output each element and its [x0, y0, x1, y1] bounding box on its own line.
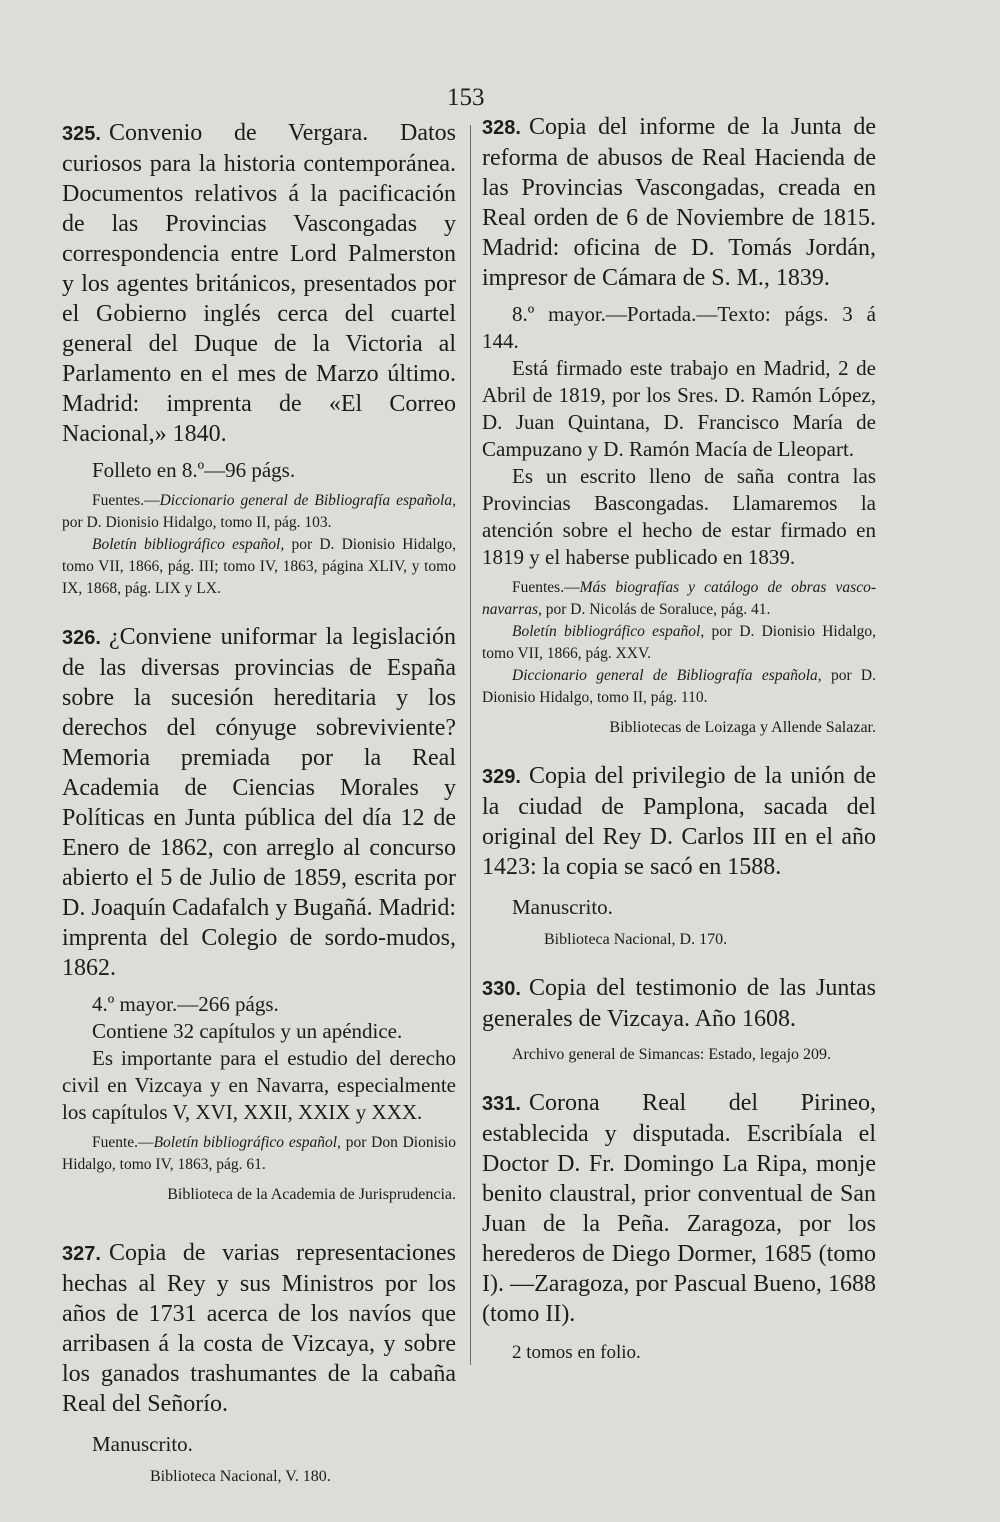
entry-title: Corona Real del Pirineo, establecida y disputada. Escribíala el Doctor D. Fr. Domingo La Ripa, monje benito claustral, prior conventual de San Juan de la Peña. Zaragoza, por los herederos de Diego Dormer, 1685 (tomo I). —Zaragoza, por Pascual Bueno, 1688 (tomo II).	[482, 1090, 876, 1327]
entry-number: 331.	[482, 1093, 521, 1115]
source-detail: por D. Dionisio Hidalgo, tomo II, pág. 110.	[482, 667, 877, 706]
source-title: Más biografías y catálogo de obras vasco-navarras,	[482, 579, 876, 618]
source-detail: por D. Dionisio Hidalgo, tomo II, pág. 103.	[62, 514, 332, 531]
entry-331	[482, 1088, 876, 1366]
entry-description: Está firmado este trabajo en Madrid, 2 de Abril de 1819, por los Sres. D. Ramón López, D. Juan Quintana, D. Francisco María de Campuzano y D. Ramón Macía de Lleopart.	[482, 356, 876, 461]
entry-sources	[62, 534, 456, 600]
entry-329	[482, 761, 876, 951]
entry-325	[62, 118, 456, 600]
source-title: Boletín bibliográfico español,	[153, 1134, 341, 1151]
entry-number: 327.	[62, 1243, 101, 1265]
entry-sources	[482, 577, 876, 621]
source-title: Diccionario general de Bibliografía española,	[512, 667, 822, 684]
entry-description: Es un escrito lleno de saña contra las Provincias Bascongadas. Llamaremos la atención sobre el hecho de estar firmado en 1819 y el haberse publicado en 1839.	[482, 464, 876, 569]
sources-label: Fuentes.—	[512, 579, 580, 596]
source-title: Boletín bibliográfico español,	[512, 623, 705, 640]
source-detail: por Don Dionisio Hidalgo, tomo IV, 1863, pág. 61.	[62, 1134, 456, 1173]
entry-sources	[62, 1132, 456, 1176]
entry-description: Folleto en 8.º—96 págs.	[92, 458, 296, 482]
sources-label: Fuentes.—	[92, 492, 160, 509]
entry-title: Copia del testimonio de las Juntas generales de Vizcaya. Año 1608.	[482, 975, 876, 1032]
entry-description: 4.º mayor.—266 págs.	[92, 992, 279, 1016]
entry-description: 8.º mayor.—Portada.—Texto: págs. 3 á 144.	[482, 302, 876, 353]
entry-title: Convenio de Vergara. Datos curiosos para la historia contemporánea. Documentos relativos á la pacificación de las Provincias Vascongadas y correspondencia entre Lord Palmerston y los agentes británicos, presentados por el Gobierno inglés cerca del cuartel general del Duque de la Victoria al Parlamento en el mes de Marzo último. Madrid: imprenta de «El Correo Nacional,» 1840.	[62, 120, 456, 447]
entry-sources	[62, 490, 456, 534]
entry-location: Biblioteca Nacional, V. 180.	[150, 1468, 331, 1485]
entry-sources	[482, 665, 876, 709]
source-detail: por D. Nicolás de Soraluce, pág. 41.	[541, 601, 771, 618]
entry-sources	[482, 621, 876, 665]
entry-number: 326.	[62, 627, 101, 649]
right-column	[482, 112, 876, 1366]
entry-description: Manuscrito.	[92, 1432, 193, 1456]
source-title: Boletín bibliográfico español,	[92, 536, 285, 553]
entry-number: 329.	[482, 766, 521, 788]
source-title: Diccionario general de Bibliografía española,	[159, 492, 456, 509]
entry-description: 2 tomos en folio.	[512, 1342, 641, 1363]
entry-title: ¿Conviene uniformar la legislación de las diversas provincias de España sobre la sucesión hereditaria y los derechos del cónyuge sobreviviente? Memoria premiada por la Real Academia de Ciencias Morales y Políticas en Junta pública del día 12 de Enero de 1862, con arreglo al concurso abierto el 5 de Julio de 1859, escrita por D. Joaquín Cadafalch y Bugañá. Madrid: imprenta del Colegio de sordo-mudos, 1862.	[62, 624, 456, 981]
entry-number: 328.	[482, 117, 521, 139]
entry-number: 325.	[62, 123, 101, 145]
entry-description: Contiene 32 capítulos y un apéndice.	[92, 1019, 403, 1043]
entry-328	[482, 112, 876, 739]
page-number: 153	[447, 84, 485, 111]
entry-327	[62, 1238, 456, 1488]
column-divider	[470, 125, 471, 1365]
entry-location: Biblioteca de la Academia de Jurisprudencia.	[167, 1186, 456, 1203]
entry-description: Manuscrito.	[512, 895, 613, 919]
entry-title: Copia del privilegio de la unión de la ciudad de Pamplona, sacada del original del Rey D. Carlos III en el año 1423: la copia se sacó en 1588.	[482, 763, 876, 880]
source-detail: por D. Dionisio Hidalgo, tomo VII, 1866, pág. XXV.	[482, 623, 877, 662]
entry-location: Archivo general de Simancas: Estado, legajo 209.	[512, 1046, 832, 1063]
entry-326	[62, 622, 456, 1206]
entry-330	[482, 973, 876, 1066]
left-column	[62, 118, 456, 1488]
entry-title: Copia de varias representaciones hechas al Rey y sus Ministros por los años de 1731 acerca de los navíos que arribasen á la costa de Vizcaya, y sobre los ganados trashumantes de la cabaña Real del Señorío.	[62, 1240, 456, 1417]
sources-label: Fuente.—	[92, 1134, 154, 1151]
entry-location: Bibliotecas de Loizaga y Allende Salazar.	[609, 719, 876, 736]
source-detail: por D. Dionisio Hidalgo, tomo VII, 1866, pág. III; tomo IV, 1863, página XLIV, y tomo IX, 1868, pág. LIX y LX.	[62, 536, 457, 597]
entry-description: Es importante para el estudio del derecho civil en Vizcaya y en Navarra, especialmente los capítulos V, XVI, XXII, XXIX y XXX.	[62, 1046, 456, 1124]
entry-number: 330.	[482, 978, 521, 1000]
entry-location: Biblioteca Nacional, D. 170.	[544, 931, 728, 948]
entry-title: Copia del informe de la Junta de reforma de abusos de Real Hacienda de las Provincias Vascongadas, creada en Real orden de 6 de Noviembre de 1815. Madrid: oficina de D. Tomás Jordán, impresor de Cámara de S. M., 1839.	[482, 114, 876, 291]
